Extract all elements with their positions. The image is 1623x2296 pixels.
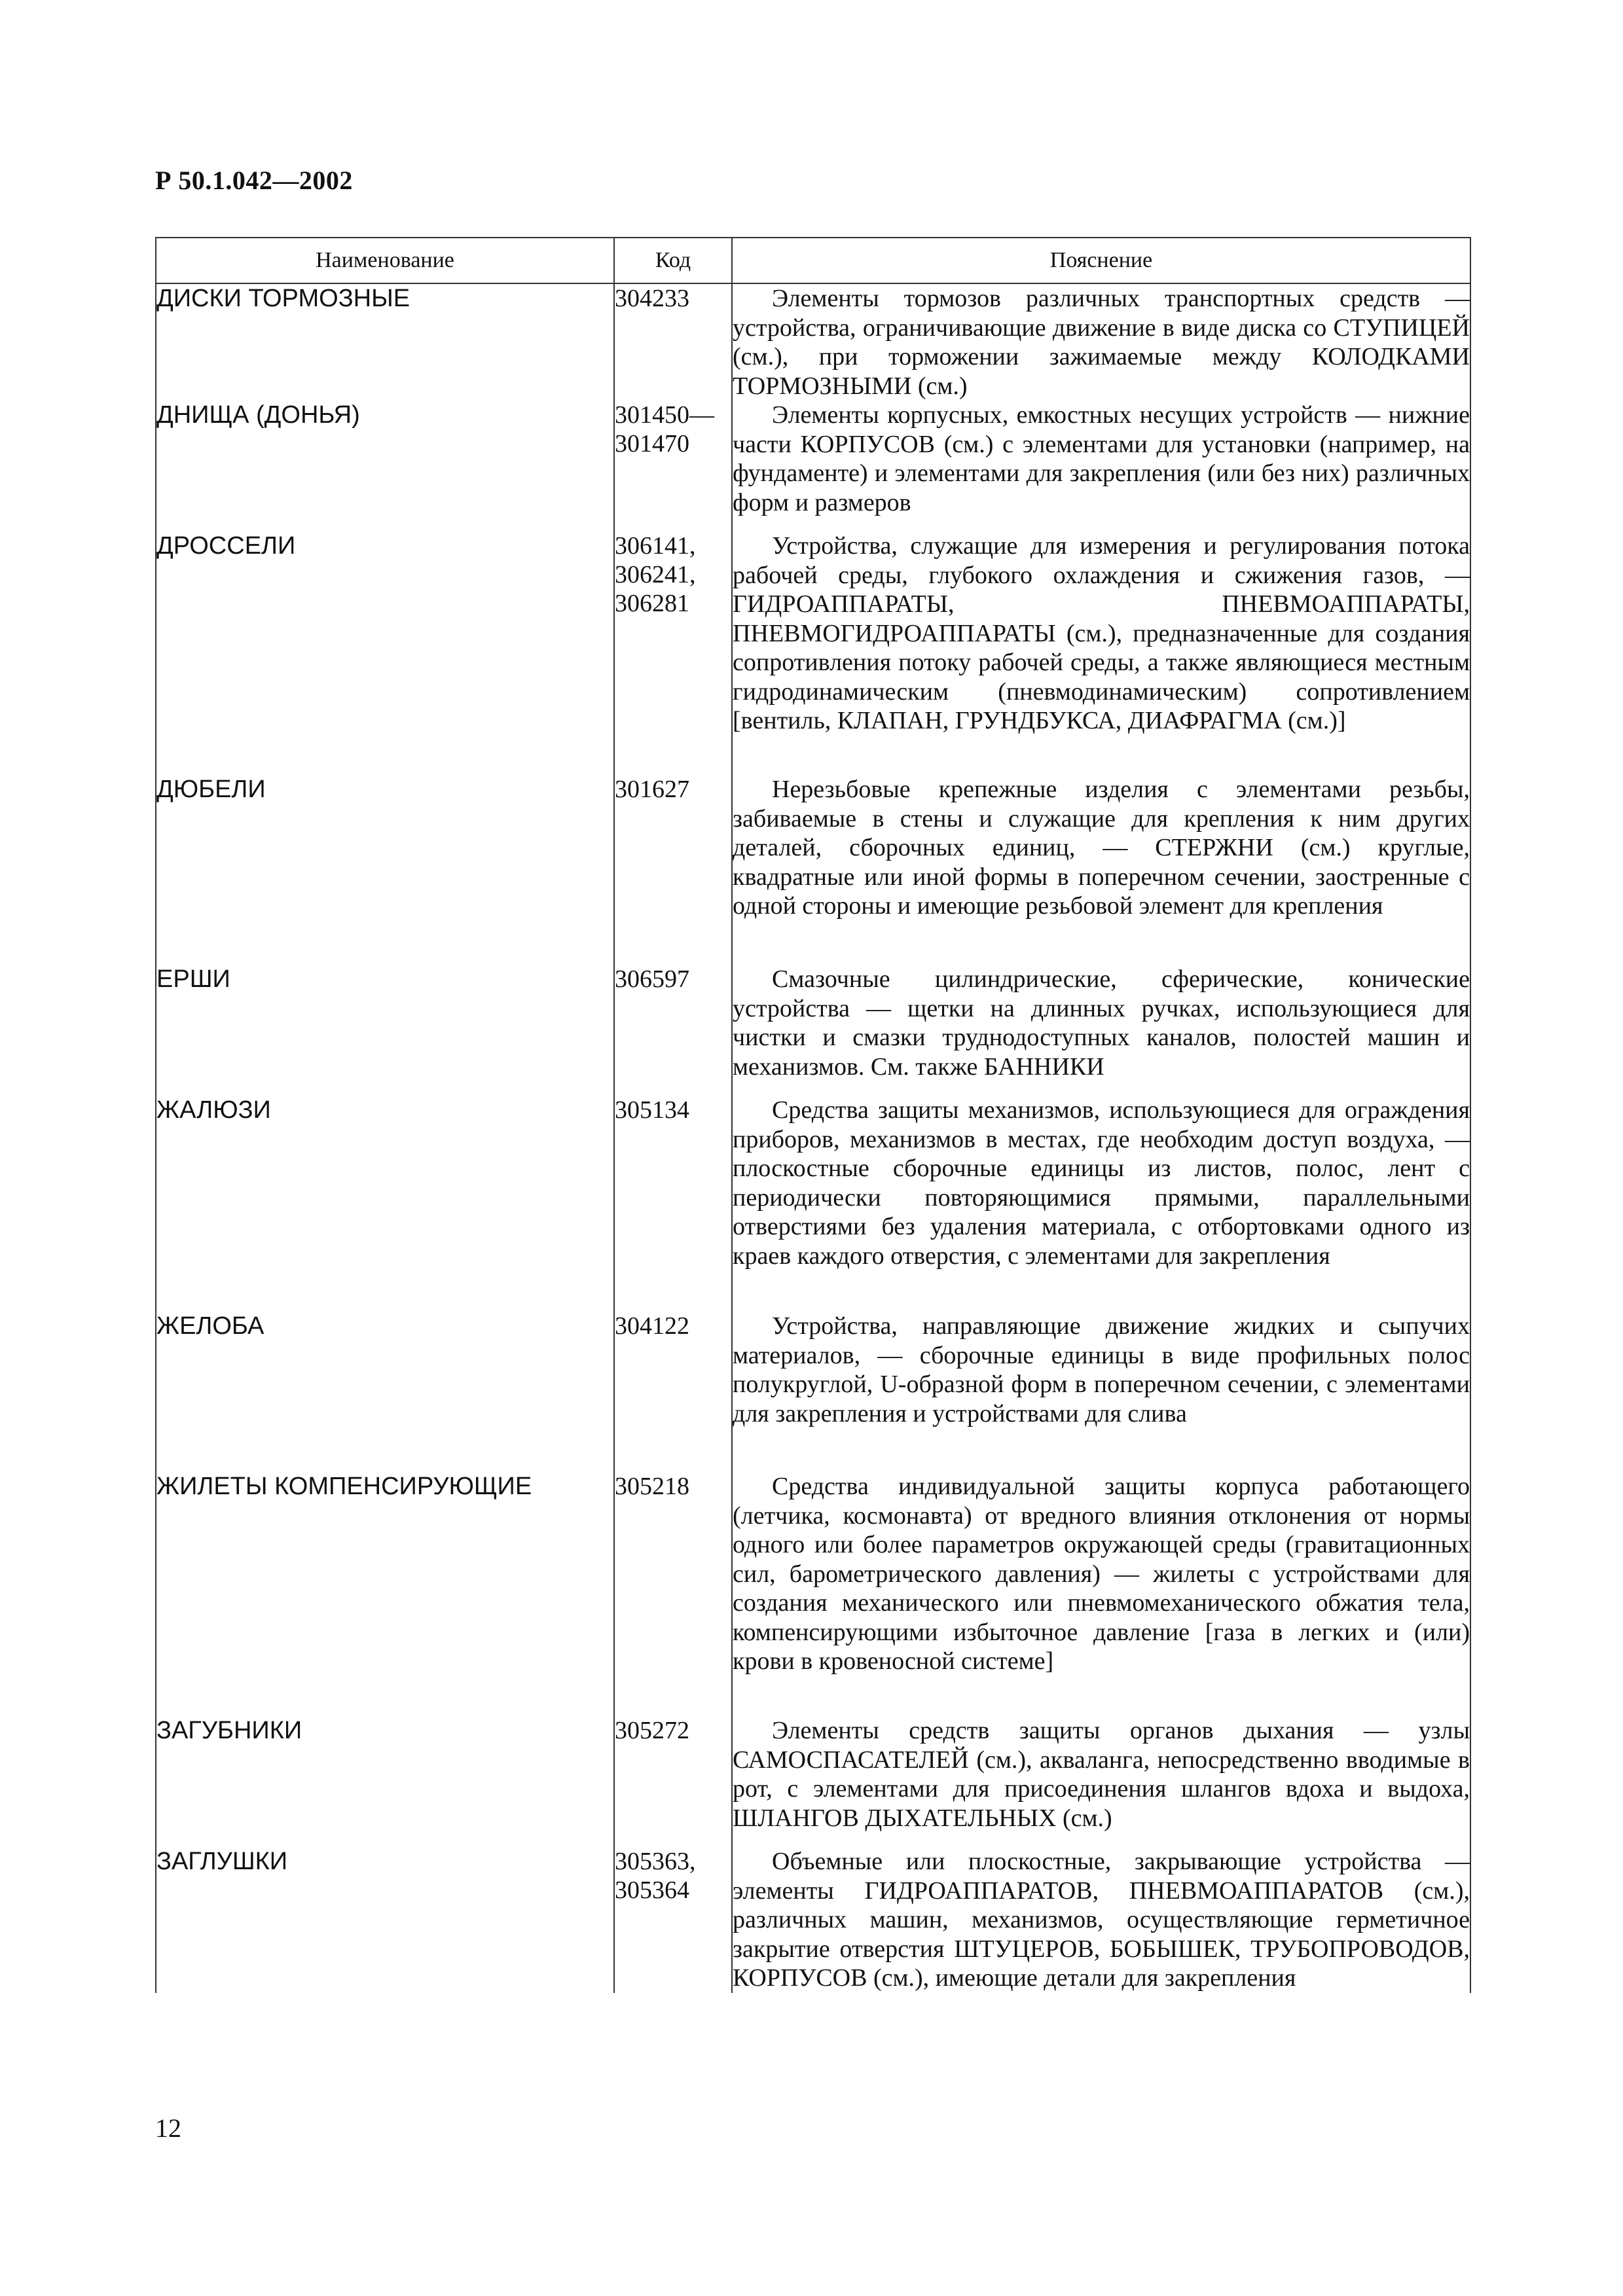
header-code: Код [614, 238, 732, 283]
row-name: ЖАЛЮЗИ [156, 1096, 614, 1312]
table-row [156, 1312, 1470, 1472]
row-code: 306141, 306241, 306281 [614, 531, 732, 775]
table-row [156, 1472, 1470, 1716]
row-description: Средства защиты механизмов, использующиеся для ограждения приборов, механизмов в местах, где необходим доступ воздуха, — плоскостные сборочные единицы из листов, полос, лент с периодически повторяющимися прямыми, параллельными отверстиями без удаления материала, с отбортовками одного из краев каждого отверстия, с элементами для закрепления [732, 1096, 1470, 1312]
table-row [156, 401, 1470, 531]
row-description: Смазочные цилиндрические, сферические, конические устройства — щетки на длинных ручках, использующиеся для чистки и смазки труднодоступных каналов, полостей машин и механизмов. См. также БАННИКИ [732, 965, 1470, 1096]
row-description: Элементы средств защиты органов дыхания — узлы САМОСПАСАТЕЛЕЙ (см.), акваланга, непосредственно вводимые в рот, с элементами для присоединения шлангов вдоха и выдоха, ШЛАНГОВ ДЫХАТЕЛЬНЫХ (см.) [732, 1716, 1470, 1847]
row-name: ДНИЩА (ДОНЬЯ) [156, 401, 614, 531]
table-row [156, 1096, 1470, 1312]
row-description: Нерезьбовые крепежные изделия с элементами резьбы, забиваемые в стены и служащие для крепления к ним других деталей, сборочных единиц, — СТЕРЖНИ (см.) круглые, квадратные или иной формы в поперечном сечении, заостренные с одной стороны и имеющие резьбовой элемент для крепления [732, 775, 1470, 965]
row-name: ЖЕЛОБА [156, 1312, 614, 1472]
table-row [156, 775, 1470, 965]
row-code: 301450— 301470 [614, 401, 732, 531]
row-name: ДЮБЕЛИ [156, 775, 614, 965]
classifier-table [155, 237, 1471, 1993]
row-description: Устройства, служащие для измерения и регулирования потока рабочей среды, глубокого охлаждения и сжижения газов, — ГИДРОАППАРАТЫ, ПНЕВМОАППАРАТЫ, ПНЕВМОГИДРОАППАРАТЫ (см.), предназначенные для создания сопротивления потоку рабочей среды, а также являющиеся местным гидродинамическим (пневмодинамическим) сопротивлением [вентиль, КЛАПАН, ГРУНДБУКСА, ДИАФРАГМА (см.)] [732, 531, 1470, 775]
row-description: Объемные или плоскостные, закрывающие устройства — элементы ГИДРОАППАРАТОВ, ПНЕВМОАППАРАТОВ (см.), различных машин, механизмов, осуществляющие герметичное закрытие отверстия ШТУЦЕРОВ, БОБЫШЕК, ТРУБОПРОВОДОВ, КОРПУСОВ (см.), имеющие детали для закрепления [733, 1848, 1470, 1992]
row-code: 305134 [614, 1096, 732, 1312]
row-description: Устройства, направляющие движение жидких и сыпучих материалов, — сборочные единицы в виде профильных полос полукруглой, U-образной форм в поперечном сечении, с элементами для закрепления и устройствами для слива [732, 1312, 1470, 1472]
row-code: 305272 [614, 1716, 732, 1847]
row-description: Средства индивидуальной защиты корпуса работающего (летчика, космонавта) от вредного влияния отклонения от нормы одного или более параметров окружающей среды (гравитационных сил, барометрического давления) — жилеты с устройствами для создания механического или пневмомеханического обжатия тела, компенсирующими избыточное давление [газа в легких и (или) крови в кровеносной системе] [732, 1472, 1470, 1716]
row-name: ЕРШИ [156, 965, 614, 1096]
row-code: 304233 [614, 283, 732, 401]
row-code: 301627 [614, 775, 732, 965]
table-row [156, 1847, 1470, 1993]
row-name: ЗАГЛУШКИ [156, 1847, 614, 1993]
row-name: ДИСКИ ТОРМОЗНЫЕ [156, 283, 614, 401]
document-code: Р 50.1.042—2002 [155, 166, 353, 195]
row-name: ДРОССЕЛИ [156, 531, 614, 775]
header-description: Пояснение [732, 238, 1470, 283]
page-number: 12 [155, 2113, 181, 2143]
header-name: Наименование [156, 238, 614, 283]
row-code: 304122 [614, 1312, 732, 1472]
row-name: ЗАГУБНИКИ [156, 1716, 614, 1847]
row-description: Элементы корпусных, емкостных несущих устройств — нижние части КОРПУСОВ (см.) с элементами для установки (например, на фундаменте) и элементами для закрепления (или без них) различных форм и размеров [732, 401, 1470, 531]
table-row [156, 1716, 1470, 1847]
row-name: ЖИЛЕТЫ КОМПЕНСИРУЮЩИЕ [156, 1472, 614, 1716]
table-header-row [156, 238, 1470, 283]
table-row [156, 965, 1470, 1096]
row-code: 305363, 305364 [614, 1847, 732, 1993]
table-row [156, 283, 1470, 401]
row-description: Элементы тормозов различных транспортных средств — устройства, ограничивающие движение в виде диска со СТУПИЦЕЙ (см.), при торможении зажимаемые между КОЛОДКАМИ ТОРМОЗНЫМИ (см.) [733, 285, 1470, 400]
row-code: 306597 [614, 965, 732, 1096]
table-row [156, 531, 1470, 775]
row-code: 305218 [614, 1472, 732, 1716]
